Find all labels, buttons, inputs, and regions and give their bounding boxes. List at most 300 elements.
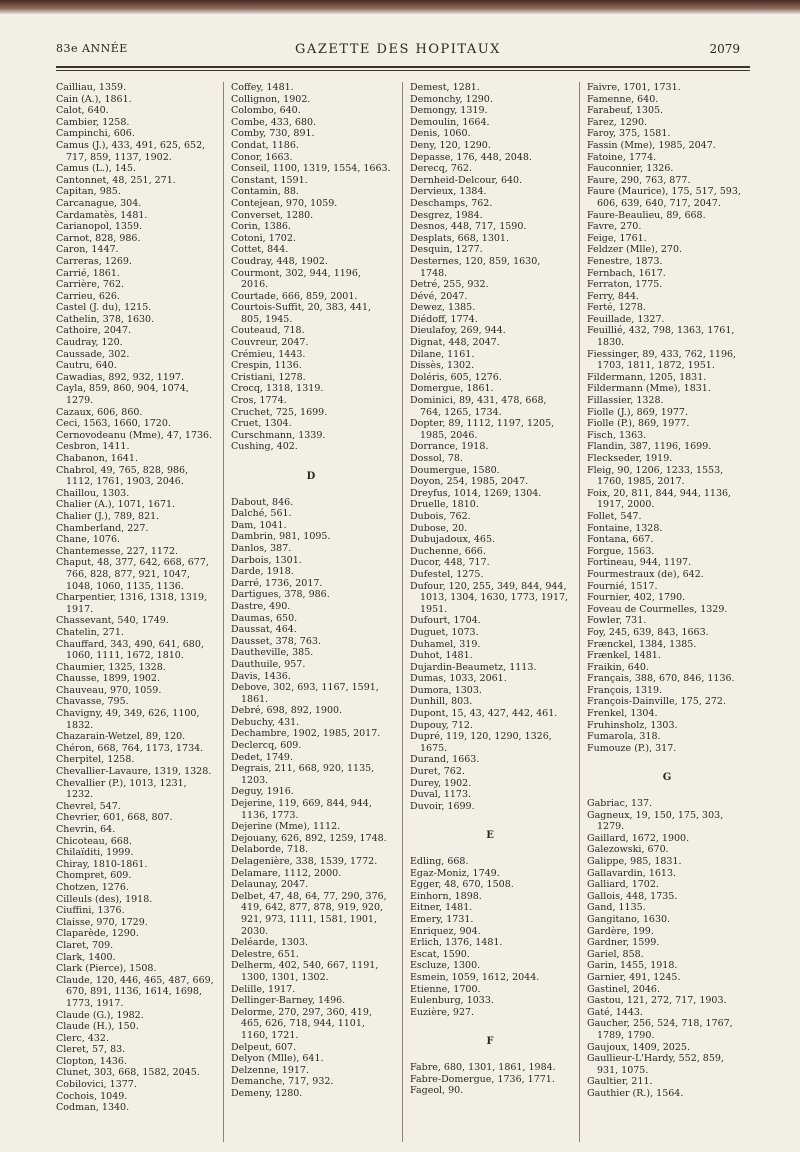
index-entry: Claude (G.), 1982. <box>56 1009 144 1021</box>
index-entry: Dunhill, 803. <box>410 696 473 708</box>
index-entry: Ceci, 1563, 1660, 1720. <box>56 418 171 430</box>
index-entry: Domergue, 1861. <box>410 383 494 395</box>
index-entry: Gand, 1135. <box>587 902 646 914</box>
page-number: 2079 <box>709 42 740 56</box>
index-entry: Frænckel, 1384, 1385. <box>587 638 697 650</box>
index-entry: Desternes, 120, 859, 1630, 1748. <box>410 255 541 279</box>
index-entry: Fontana, 667. <box>587 534 654 546</box>
index-entry: Gardner, 1599. <box>587 937 660 949</box>
index-entry: Contejean, 970, 1059. <box>231 197 338 209</box>
index-entry: Chantemesse, 227, 1172. <box>56 545 179 557</box>
index-entry: Cain (A.), 1861. <box>56 93 132 105</box>
index-entry: Caussade, 302. <box>56 348 130 360</box>
index-entry: Claret, 709. <box>56 939 114 951</box>
index-entry: Chauffard, 343, 490, 641, 680, 1060, 1111, 1672, 1810. <box>56 638 204 662</box>
index-entry: Duvoir, 1699. <box>410 800 475 812</box>
year-label: 83e ANNÉE <box>56 42 128 55</box>
index-entry: Dumas, 1033, 2061. <box>410 673 507 685</box>
index-column-4 <box>587 82 747 1142</box>
index-entry: Ferté, 1278. <box>587 302 646 314</box>
index-entry: Crocq, 1318, 1319. <box>231 383 324 395</box>
index-entry: Constant, 1591. <box>231 174 308 186</box>
index-entry: Dossol, 78. <box>410 453 463 464</box>
index-entry: Colombo, 640. <box>231 105 301 117</box>
index-entry: Dreyfus, 1014, 1269, 1304. <box>410 487 542 499</box>
index-entry: Chavigny, 49, 349, 626, 1100, 1832. <box>56 708 200 731</box>
index-entry: Frænkel, 1481. <box>587 650 661 662</box>
index-entry: Fraikin, 640. <box>587 661 649 673</box>
index-entry: Fowler, 731. <box>587 615 647 627</box>
index-entry: Fassin (Mme), 1985, 2047. <box>587 139 716 151</box>
index-entry: Chiray, 1810-1861. <box>56 858 148 870</box>
index-entry: Conor, 1663. <box>231 151 293 163</box>
index-entry: Gauthier (R.), 1564. <box>587 1087 684 1099</box>
index-entry: Feuillié, 432, 798, 1363, 1761, 1830. <box>587 325 735 349</box>
index-entry: Enriquez, 904. <box>410 925 481 937</box>
index-entry: Clunet, 303, 668, 1582, 2045. <box>56 1067 200 1079</box>
index-entry: Chassevant, 540, 1749. <box>56 615 169 627</box>
index-column-3 <box>410 82 570 1142</box>
index-entry: Cherpitel, 1258. <box>56 754 135 766</box>
index-entry: Dissès, 1302. <box>410 360 475 372</box>
index-entry: Cesbron, 1411. <box>56 441 130 453</box>
index-entry: Gabriac, 137. <box>587 798 653 810</box>
index-entry: Emery, 1731. <box>410 913 474 925</box>
index-entry: Darde, 1918. <box>231 566 294 578</box>
journal-title: GAZETTE DES HOPITAUX <box>295 42 501 57</box>
index-entry: Dubujadoux, 465. <box>410 534 496 546</box>
index-entry: Eulenburg, 1033. <box>410 995 494 1007</box>
index-entry: Cristiani, 1278. <box>231 371 306 383</box>
index-entry: Gallavardin, 1613. <box>587 867 677 879</box>
index-entry: Ducor, 448, 717. <box>410 557 490 569</box>
index-entry: Faroy, 375, 1581. <box>587 128 671 140</box>
index-columns <box>56 82 750 1142</box>
index-entry: Edling, 668. <box>410 856 469 867</box>
index-entry: Farabeuf, 1305. <box>587 105 664 117</box>
index-entry: Delestre, 651. <box>231 948 299 960</box>
index-entry: Fiessinger, 89, 433, 762, 1196, 1703, 1811, 1872, 1951. <box>587 348 737 372</box>
index-entry: Fourmestraux (de), 642. <box>587 568 704 580</box>
index-entry: Desnos, 448, 717, 1590. <box>410 221 527 233</box>
index-entry: Chalier (J.), 789, 821. <box>56 510 160 522</box>
index-entry: Chazarain-Wetzel, 89, 120. <box>56 731 186 743</box>
index-entry: Dejerine (Mme), 1112. <box>231 821 341 833</box>
index-entry: Gaujoux, 1409, 2025. <box>587 1041 690 1053</box>
index-entry: Comby, 730, 891. <box>231 128 315 140</box>
index-entry: Delagenière, 338, 1539, 1772. <box>231 856 378 867</box>
index-entry: Deguy, 1916. <box>231 786 294 798</box>
index-entry: Dupré, 119, 120, 1290, 1326, 1675. <box>410 731 552 754</box>
index-entry: Carnot, 828, 986. <box>56 232 141 244</box>
index-entry: Depasse, 176, 448, 2048. <box>410 151 532 163</box>
index-entry: Contamin, 88. <box>231 186 299 198</box>
index-entry: Castel (J. du), 1215. <box>56 302 152 314</box>
index-entry: Debuchy, 431. <box>231 716 300 728</box>
index-entry: Dellinger-Barney, 1496. <box>231 995 346 1007</box>
index-entry: Ferraton, 1775. <box>587 279 663 291</box>
index-entry: Durand, 1663. <box>410 754 480 766</box>
index-column-1 <box>56 82 216 1142</box>
index-entry: Claparède, 1290. <box>56 928 139 940</box>
index-entry: Fournier, 402, 1790. <box>587 592 686 604</box>
index-entry: Cilleuls (des), 1918. <box>56 893 153 905</box>
index-entry: Fabre-Domergue, 1736, 1771. <box>410 1073 555 1085</box>
index-entry: Collignon, 1902. <box>231 93 311 105</box>
index-entry: Dufestel, 1275. <box>410 568 484 580</box>
index-entry: Chicoteau, 668. <box>56 835 132 847</box>
index-entry: Cantonnet, 48, 251, 271. <box>56 174 176 186</box>
index-entry: Feuillade, 1327. <box>587 313 665 325</box>
index-entry: Degrais, 211, 668, 920, 1135, 1203. <box>231 763 375 786</box>
index-entry: Cotoni, 1702. <box>231 232 296 244</box>
index-entry: Dubois, 762. <box>410 510 471 522</box>
index-entry: Dorrance, 1918. <box>410 441 489 453</box>
index-entry: Delorme, 270, 297, 360, 419, 465, 626, 718, 944, 1101, 1160, 1721. <box>231 1006 372 1041</box>
index-entry: Doumergue, 1580. <box>410 464 500 476</box>
index-entry: Carrié, 1861. <box>56 267 120 279</box>
index-entry: Gaucher, 256, 524, 718, 1767, 1789, 1790. <box>587 1018 733 1041</box>
index-entry: Couvreur, 2047. <box>231 337 309 349</box>
index-entry: Dalché, 561. <box>231 508 292 520</box>
index-entry: Chevallier-Lavaure, 1319, 1328. <box>56 766 212 778</box>
index-entry: Delaborde, 718. <box>231 844 309 856</box>
index-entry: Cardamatès, 1481. <box>56 209 148 221</box>
index-entry: Gariel, 858. <box>587 948 644 960</box>
index-entry: Fildermann (Mme), 1831. <box>587 383 711 395</box>
index-entry: Dumora, 1303. <box>410 684 482 696</box>
index-entry: Capitan, 985. <box>56 186 121 198</box>
index-entry: Delaunay, 2047. <box>231 879 309 891</box>
index-entry: Chotzen, 1276. <box>56 881 129 893</box>
index-entry: Dambrin, 981, 1095. <box>231 531 331 543</box>
index-entry: Cleret, 57, 83. <box>56 1044 126 1056</box>
index-entry: Feldzer (Mlle), 270. <box>587 244 683 256</box>
index-entry: Chevrel, 547. <box>56 800 121 812</box>
index-entry: Fumarola, 318. <box>587 731 661 743</box>
index-entry: Farez, 1290. <box>587 116 648 128</box>
index-entry: Gaullieur-L'Hardy, 552, 859, 931, 1075. <box>587 1053 724 1076</box>
index-entry: Cambier, 1258. <box>56 116 130 128</box>
index-entry: Clark (Pierce), 1508. <box>56 963 157 975</box>
index-entry: Dubose, 20. <box>410 522 468 534</box>
index-entry: Clerc, 432. <box>56 1032 109 1044</box>
index-entry: Demanche, 717, 932. <box>231 1076 334 1088</box>
index-entry: Calot, 640. <box>56 105 109 117</box>
index-entry: Dévé, 2047. <box>410 290 468 302</box>
index-entry: Dominici, 89, 431, 478, 668, 764, 1265, 1734. <box>410 395 547 418</box>
index-entry: Clopton, 1436. <box>56 1055 127 1067</box>
index-entry: Dernheid-Delcour, 640. <box>410 174 523 186</box>
index-entry: Fisch, 1363. <box>587 429 647 441</box>
index-entry: Dieulafoy, 269, 944. <box>410 325 506 337</box>
index-entry: Chalier (A.), 1071, 1671. <box>56 499 176 511</box>
index-entry: Corin, 1386. <box>231 221 291 233</box>
index-entry: Dopter, 89, 1112, 1197, 1205, 1985, 2046. <box>410 418 555 441</box>
index-entry: Dupont, 15, 43, 427, 442, 461. <box>410 708 558 720</box>
index-entry: Einhorn, 1898. <box>410 890 482 902</box>
section-letter: D <box>306 471 316 482</box>
index-entry: Cathelin, 378, 1630. <box>56 313 155 325</box>
index-entry: Fortineau, 944, 1197. <box>587 557 692 569</box>
index-entry: Duchenne, 666. <box>410 545 486 557</box>
index-entry: Ferry, 844. <box>587 290 640 302</box>
index-entry: Escat, 1590. <box>410 948 470 960</box>
index-entry: Cazaux, 606, 860. <box>56 406 143 418</box>
index-entry: Diédoff, 1774. <box>410 313 478 325</box>
index-entry: Cernovodeanu (Mme), 47, 1736. <box>56 429 213 441</box>
index-entry: Frenkel, 1304. <box>587 708 658 720</box>
index-entry: Flandin, 387, 1196, 1699. <box>587 441 712 453</box>
index-entry: Euzière, 927. <box>410 1006 475 1018</box>
index-entry: Gallois, 448, 1735. <box>587 890 678 902</box>
index-entry: Delherm, 402, 540, 667, 1191, 1300, 1301, 1302. <box>231 960 379 983</box>
index-entry: Duret, 762. <box>410 766 465 778</box>
index-entry: Carrière, 762. <box>56 279 125 291</box>
index-entry: Foveau de Courmelles, 1329. <box>587 603 728 615</box>
index-entry: Davis, 1436. <box>231 670 291 682</box>
index-entry: Fournié, 1517. <box>587 580 658 592</box>
index-entry: Daumas, 650. <box>231 612 298 624</box>
index-entry: Claisse, 970, 1729. <box>56 916 148 928</box>
index-entry: Chavasse, 795. <box>56 696 129 708</box>
index-entry: Desgrez, 1984. <box>410 209 483 221</box>
index-entry: Curschmann, 1339. <box>231 429 326 441</box>
index-entry: Gardère, 199. <box>587 925 654 937</box>
index-entry: Fildermann, 1205, 1831. <box>587 371 707 383</box>
index-entry: Fleig, 90, 1206, 1233, 1553, 1760, 1985, 2017. <box>587 464 724 488</box>
index-entry: Cros, 1774. <box>231 395 287 407</box>
index-entry: Faure-Beaulieu, 89, 668. <box>587 209 706 221</box>
index-entry: Demoulin, 1664. <box>410 116 490 128</box>
index-entry: Druelle, 1810. <box>410 499 479 511</box>
index-entry: Faure, 290, 763, 877. <box>587 174 691 186</box>
index-entry: Chabanon, 1641. <box>56 453 138 464</box>
index-entry: Coffey, 1481. <box>231 82 294 93</box>
index-entry: Cruet, 1304. <box>231 418 292 430</box>
index-entry: Gaultier, 211. <box>587 1076 653 1088</box>
index-entry: Gangitano, 1630. <box>587 913 671 925</box>
index-entry: Demeny, 1280. <box>231 1087 303 1099</box>
top-edge-band <box>0 0 800 14</box>
index-entry: Dausset, 378, 763. <box>231 635 321 647</box>
index-entry: Demest, 1281. <box>410 82 480 93</box>
index-entry: Fillassier, 1328. <box>587 395 664 407</box>
index-entry: François, 1319. <box>587 684 663 696</box>
index-entry: Dastre, 490. <box>231 600 291 612</box>
index-entry: Erlich, 1376, 1481. <box>410 937 503 949</box>
index-entry: Chauveau, 970, 1059. <box>56 684 162 696</box>
index-entry: Dauthuile, 957. <box>231 658 306 670</box>
index-entry: Cochois, 1049. <box>56 1090 128 1102</box>
index-entry: Delille, 1917. <box>231 983 296 995</box>
index-entry: Detré, 255, 932. <box>410 279 489 291</box>
index-entry: Chane, 1076. <box>56 534 121 546</box>
index-entry: Delzenne, 1917. <box>231 1064 309 1076</box>
index-entry: Foy, 245, 639, 843, 1663. <box>587 626 709 638</box>
page-header <box>56 40 740 64</box>
index-entry: Gastou, 121, 272, 717, 1903. <box>587 995 727 1007</box>
index-entry: Conseil, 1100, 1319, 1554, 1663. <box>231 163 391 175</box>
index-entry: Coudray, 448, 1902. <box>231 255 328 267</box>
index-entry: Chevallier (P.), 1013, 1231, 1232. <box>56 777 187 801</box>
index-entry: Gastinel, 2046. <box>587 983 660 995</box>
index-entry: Desquin, 1277. <box>410 244 483 256</box>
index-entry: Garin, 1455, 1918. <box>587 960 678 972</box>
index-entry: Famenne, 640. <box>587 93 659 105</box>
header-rule-thin <box>56 70 750 71</box>
index-entry: François-Dainville, 175, 272. <box>587 696 726 708</box>
index-entry: Gaillard, 1672, 1900. <box>587 832 690 844</box>
index-entry: Dewez, 1385. <box>410 302 476 314</box>
index-entry: Doyon, 254, 1985, 2047. <box>410 476 529 488</box>
index-entry: Egaz-Moniz, 1749. <box>410 867 500 879</box>
index-entry: Français, 388, 670, 846, 1136. <box>587 673 735 685</box>
index-entry: Dam, 1041. <box>231 519 287 531</box>
index-entry: Chevrin, 64. <box>56 824 116 835</box>
index-entry: Fatoine, 1774. <box>587 151 657 163</box>
index-entry: Delpeut, 607. <box>231 1041 297 1053</box>
index-entry: Feige, 1761. <box>587 232 647 244</box>
index-entry: Delbet, 47, 48, 64, 77, 290, 376, 419, 642, 877, 878, 919, 920, 921, 973, 1111, 1581, 1901, 2030. <box>231 890 387 937</box>
index-entry: Caron, 1447. <box>56 244 119 256</box>
index-entry: Desplats, 668, 1301. <box>410 232 509 244</box>
index-entry: Chéron, 668, 764, 1173, 1734. <box>56 742 204 754</box>
section-letter: E <box>486 830 494 842</box>
index-entry: Fleckseder, 1919. <box>587 453 673 464</box>
index-entry: Faivre, 1701, 1731. <box>587 82 681 93</box>
index-entry: Crémieu, 1443. <box>231 348 306 360</box>
index-entry: Chausse, 1899, 1902. <box>56 673 160 685</box>
index-entry: Danlos, 387. <box>231 542 292 554</box>
index-entry: Camus (L.), 145. <box>56 163 136 175</box>
index-entry: Clark, 1400. <box>56 951 116 963</box>
index-entry: Duhamel, 319. <box>410 638 481 650</box>
index-entry: Fumouze (P.), 317. <box>587 742 677 754</box>
index-entry: Dufourt, 1704. <box>410 615 481 627</box>
header-rule-thick <box>56 66 750 68</box>
index-entry: Galippe, 985, 1831. <box>587 856 682 867</box>
index-entry: Courtois-Suffit, 20, 383, 441, 805, 1945. <box>231 302 372 325</box>
index-entry: Deschamps, 762. <box>410 197 493 209</box>
index-entry: Garnier, 491, 1245. <box>587 971 681 983</box>
index-entry: Duhot, 1481. <box>410 650 473 662</box>
index-entry: Duval, 1173. <box>410 789 472 801</box>
section-letter: F <box>486 1036 494 1048</box>
index-entry: Dautheville, 385. <box>231 647 314 659</box>
index-entry: Delamare, 1112, 2000. <box>231 867 342 879</box>
index-entry: Chatelin, 271. <box>56 626 124 638</box>
index-entry: Foix, 20, 811, 844, 944, 1136, 1917, 2000. <box>587 487 732 511</box>
index-entry: Faure (Maurice), 175, 517, 593, 606, 639, 640, 717, 2047. <box>587 186 741 209</box>
index-entry: Dilane, 1161. <box>410 348 475 360</box>
index-entry: Cailliau, 1359. <box>56 82 127 93</box>
index-entry: Chabrol, 49, 765, 828, 986, 1112, 1761, 1903, 2046. <box>56 464 189 488</box>
index-entry: Dedet, 1749. <box>231 751 293 763</box>
index-entry: Chevrier, 601, 668, 807. <box>56 812 173 824</box>
index-entry: Etienne, 1700. <box>410 983 481 995</box>
index-entry: Caudray, 120. <box>56 337 123 349</box>
index-entry: Duguet, 1073. <box>410 626 479 638</box>
index-entry: Dechambre, 1902, 1985, 2017. <box>231 728 381 740</box>
index-entry: Chamberland, 227. <box>56 522 149 534</box>
index-entry: Dabout, 846. <box>231 496 294 508</box>
index-entry: Darbois, 1301. <box>231 554 302 566</box>
index-entry: Doléris, 605, 1276. <box>410 371 502 383</box>
index-entry: Gagneux, 19, 150, 175, 303, 1279. <box>587 809 724 833</box>
index-entry: Condat, 1186. <box>231 139 299 151</box>
index-entry: Cathoire, 2047. <box>56 325 132 337</box>
index-entry: Claude (H.), 150. <box>56 1021 139 1033</box>
index-entry: Chaumier, 1325, 1328. <box>56 661 166 673</box>
index-entry: Courmont, 302, 944, 1196, 2016. <box>231 267 361 291</box>
index-entry: Cautru, 640. <box>56 360 117 372</box>
index-entry: Denis, 1060. <box>410 128 471 140</box>
index-entry: Couteaud, 718. <box>231 325 305 337</box>
index-entry: Deny, 120, 1290. <box>410 139 491 151</box>
index-entry: Cayla, 859, 860, 904, 1074, 1279. <box>56 383 189 407</box>
index-entry: Chilaïditi, 1999. <box>56 847 134 859</box>
index-entry: Fiolle (J.), 869, 1977. <box>587 406 688 418</box>
index-entry: Dignat, 448, 2047. <box>410 337 500 349</box>
index-entry: Chompret, 609. <box>56 870 132 882</box>
index-entry: Converset, 1280. <box>231 209 314 221</box>
index-entry: Dervieux, 1384. <box>410 186 487 198</box>
index-entry: Gaté, 1443. <box>587 1006 643 1018</box>
index-entry: Declercq, 609. <box>231 740 302 752</box>
index-entry: Charpentier, 1316, 1318, 1319, 1917. <box>56 592 208 615</box>
index-entry: Fontaine, 1328. <box>587 522 663 534</box>
index-entry: Dejouany, 626, 892, 1259, 1748. <box>231 832 387 844</box>
index-entry: Cobilovici, 1377. <box>56 1079 137 1091</box>
index-entry: Durey, 1902. <box>410 777 472 789</box>
index-entry: Escluze, 1300. <box>410 960 481 972</box>
index-entry: Courtade, 666, 859, 2001. <box>231 290 358 302</box>
index-entry: Crespin, 1136. <box>231 360 302 372</box>
index-entry: Forgue, 1563. <box>587 545 655 557</box>
index-entry: Daussat, 464. <box>231 624 297 636</box>
index-entry: Carreras, 1269. <box>56 255 132 267</box>
index-entry: Cruchet, 725, 1699. <box>231 406 328 418</box>
index-entry: Campinchi, 606. <box>56 128 135 140</box>
index-entry: Dejerine, 119, 669, 844, 944, 1136, 1773. <box>231 798 372 821</box>
index-entry: Delyon (Mlle), 641. <box>231 1053 324 1065</box>
index-entry: Cottet, 844. <box>231 244 289 256</box>
index-entry: Galliard, 1702. <box>587 879 659 891</box>
index-entry: Follet, 547. <box>587 510 642 522</box>
index-entry: Fabre, 680, 1301, 1861, 1984. <box>410 1061 556 1073</box>
index-entry: Fernbach, 1617. <box>587 267 666 279</box>
index-entry: Chaput, 48, 377, 642, 668, 677, 766, 828, 877, 921, 1047, 1048, 1060, 1135, 1136. <box>56 557 209 592</box>
index-entry: Dartigues, 378, 986. <box>231 589 330 601</box>
index-column-2 <box>231 82 391 1142</box>
index-entry: Camus (J.), 433, 491, 625, 652, 717, 859, 1137, 1902. <box>56 139 206 163</box>
index-entry: Demonchy, 1290. <box>410 93 493 105</box>
index-entry: Ciuffini, 1376. <box>56 905 125 917</box>
index-entry: Cawadias, 892, 932, 1197. <box>56 371 184 383</box>
index-entry: Carrieu, 626. <box>56 290 120 302</box>
index-entry: Demongy, 1319. <box>410 105 488 117</box>
index-entry: Debré, 698, 892, 1900. <box>231 705 343 717</box>
index-entry: Fenestre, 1873. <box>587 255 663 267</box>
index-entry: Dupouy, 712. <box>410 719 473 731</box>
index-entry: Dujardin-Beaumetz, 1113. <box>410 661 537 673</box>
index-entry: Cushing, 402. <box>231 441 298 453</box>
index-entry: Dufour, 120, 255, 349, 844, 944, 1013, 1304, 1630, 1773, 1917, 1951. <box>410 580 569 615</box>
index-entry: Fruhinsholz, 1303. <box>587 719 678 731</box>
index-entry: Derecq, 762. <box>410 163 472 175</box>
index-entry: Claude, 120, 446, 465, 487, 669, 670, 891, 1136, 1614, 1698, 1773, 1917. <box>56 974 214 1009</box>
